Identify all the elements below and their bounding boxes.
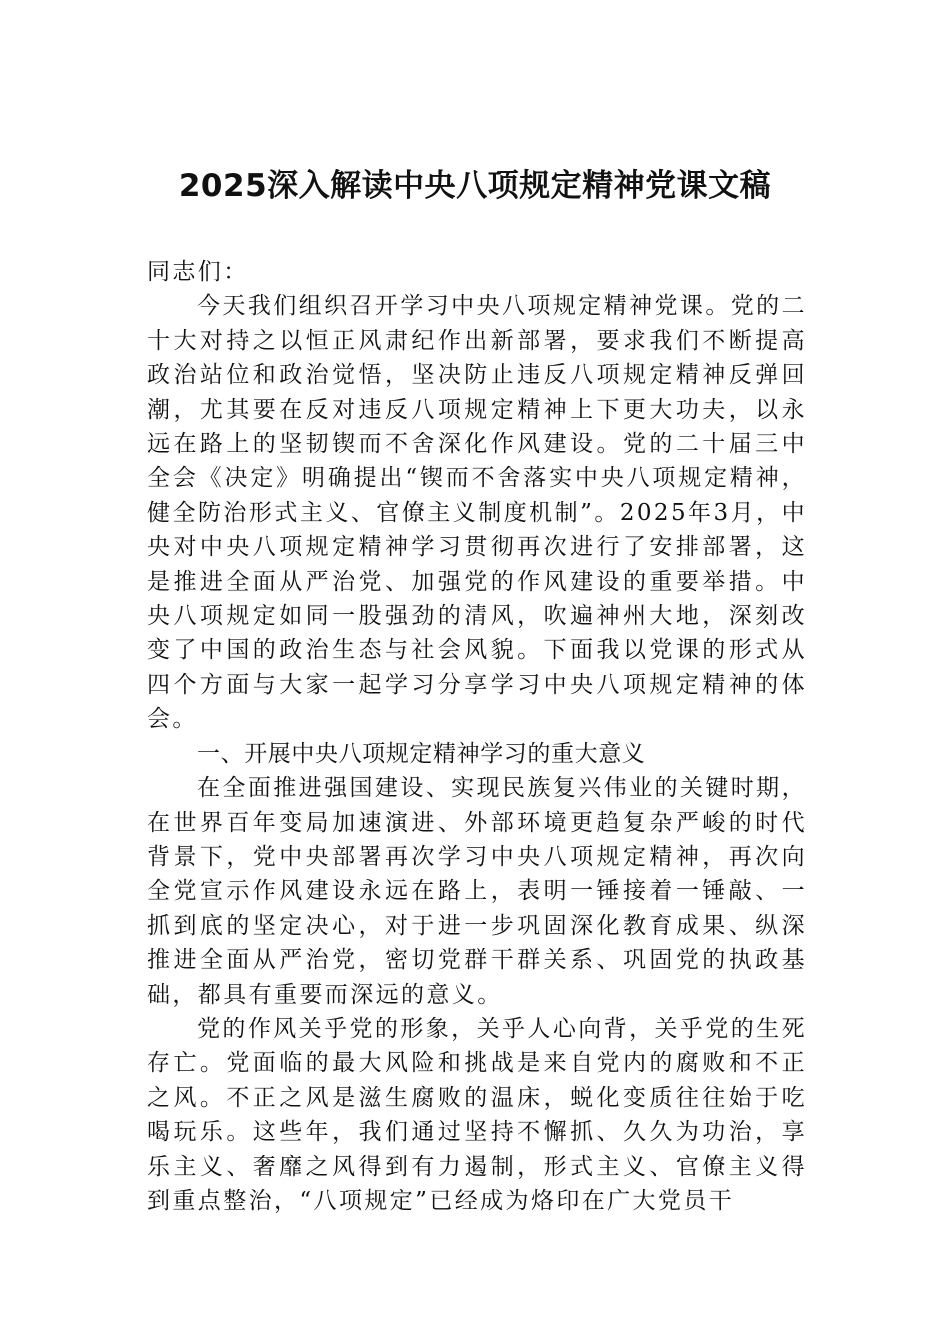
section-heading: 一、开展中央八项规定精神学习的重大意义: [197, 740, 646, 767]
intro-paragraph: 今天我们组织召开学习中央八项规定精神党课。党的二十大对持之以恒正风肃纪作出新部署，要求我们不断提高政治站位和政治觉悟，坚决防止违反八项规定精神反弹回潮，尤其要在反对违反八项规定精神上下更大功夫，以永远在路上的坚韧锲而不舍深化作风建设。党的二十届三中全会《决定》明确提出“锲而不舍落实中央八项规定精神，健全防治形式主义、官僚主义制度机制”。2025年3月，中央对中央八项规定精神学习贯彻再次进行了安排部署，这是推进全面从严治党、加强党的作风建设的重要举措。中央八项规定如同一股强劲的清风，吹遍神州大地，深刻改变了中国的政治生态与社会风貌。下面我以党课的形式从四个方面与大家一起学习分享学习中央八项规定精神的体会。: [147, 293, 807, 733]
salutation: 同志们：: [147, 259, 249, 285]
document-body: [147, 255, 807, 1218]
document-title: 2025深入解读中央八项规定精神党课文稿: [178, 168, 772, 204]
section-paragraph-1: 在全面推进强国建设、实现民族复兴伟业的关键时期，在世界百年变局加速演进、外部环境更趋复杂严峻的时代背景下，党中央部署再次学习中央八项规定精神，再次向全党宣示作风建设永远在路上，表明一锤接着一锤敲、一抓到底的坚定决心，对于进一步巩固深化教育成果、纵深推进全面从严治党，密切党群干群关系、巩固党的执政基础，都具有重要而深远的意义。: [147, 775, 807, 1008]
section-paragraph-2: 党的作风关乎党的形象，关乎人心向背，关乎党的生死存亡。党面临的最大风险和挑战是来自党内的腐败和不正之风。不正之风是滋生腐败的温床，蜕化变质往往始于吃喝玩乐。这些年，我们通过坚持不懈抓、久久为功治，享乐主义、奢靡之风得到有力遏制，形式主义、官僚主义得到重点整治，“八项规定”已经成为烙印在广大党员干: [147, 1015, 807, 1214]
